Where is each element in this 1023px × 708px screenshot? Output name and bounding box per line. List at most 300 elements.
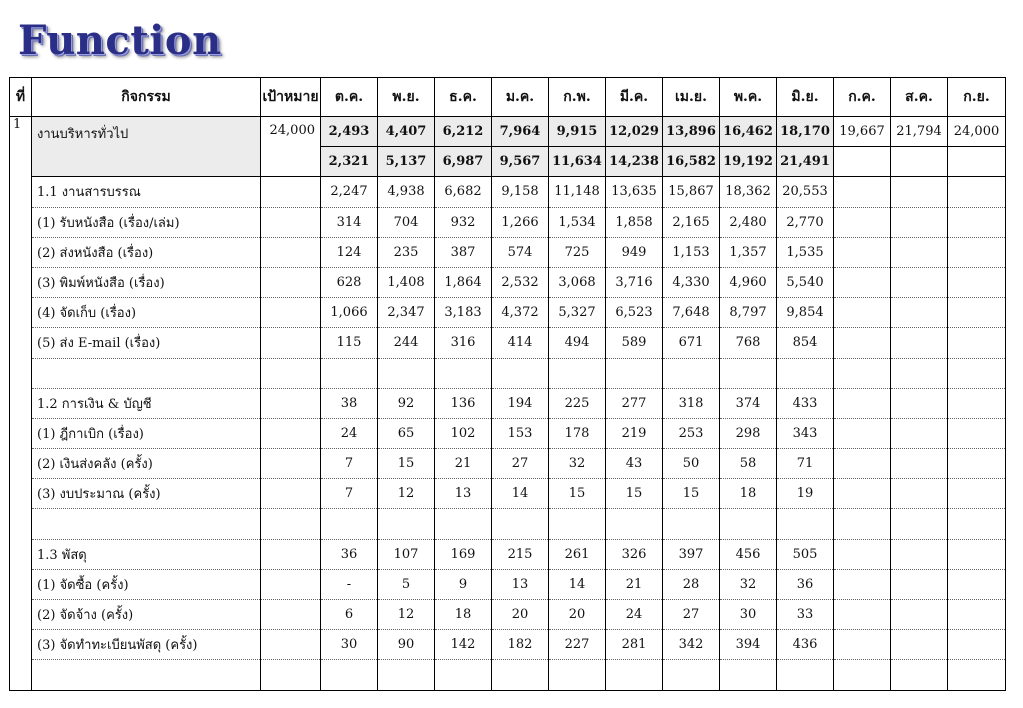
table-row xyxy=(10,630,1006,660)
value-cell: 6,523 xyxy=(606,298,663,328)
value-cell xyxy=(834,298,891,328)
value-cell: 397 xyxy=(663,539,720,569)
value-cell: 9,158 xyxy=(492,177,549,207)
main-target: 24,000 xyxy=(261,117,321,177)
value-cell xyxy=(720,358,777,388)
header-month: มิ.ย. xyxy=(777,78,834,117)
header-month: ก.พ. xyxy=(549,78,606,117)
value-cell: 326 xyxy=(606,539,663,569)
value-cell: 43 xyxy=(606,449,663,479)
value-cell: 436 xyxy=(777,630,834,660)
plan-cell: 12,029 xyxy=(606,117,663,147)
value-cell: 15,867 xyxy=(663,177,720,207)
value-cell: 414 xyxy=(492,328,549,358)
value-cell xyxy=(606,509,663,539)
table-row xyxy=(10,328,1006,358)
header-month: พ.ค. xyxy=(720,78,777,117)
target-cell xyxy=(261,449,321,479)
value-cell: 36 xyxy=(777,569,834,599)
value-cell xyxy=(492,358,549,388)
value-cell: 15 xyxy=(549,479,606,509)
value-cell: 314 xyxy=(321,207,378,237)
value-cell: 494 xyxy=(549,328,606,358)
value-cell xyxy=(435,660,492,690)
value-cell: 3,068 xyxy=(549,267,606,297)
value-cell: 18 xyxy=(435,600,492,630)
activity-label: (3) งบประมาณ (ครั้ง) xyxy=(32,479,261,509)
value-cell xyxy=(891,539,948,569)
target-cell xyxy=(261,207,321,237)
value-cell xyxy=(435,358,492,388)
activity-label xyxy=(32,660,261,690)
value-cell: 394 xyxy=(720,630,777,660)
value-cell: 28 xyxy=(663,569,720,599)
target-cell xyxy=(261,418,321,448)
value-cell xyxy=(777,358,834,388)
value-cell: - xyxy=(321,569,378,599)
value-cell xyxy=(834,418,891,448)
value-cell xyxy=(948,539,1006,569)
activity-label: (1) รับหนังสือ (เรื่อง/เล่ม) xyxy=(32,207,261,237)
activity-label: (2) จัดจ้าง (ครั้ง) xyxy=(32,600,261,630)
value-cell: 6 xyxy=(321,600,378,630)
value-cell: 13,635 xyxy=(606,177,663,207)
value-cell xyxy=(834,388,891,418)
value-cell: 90 xyxy=(378,630,435,660)
target-cell xyxy=(261,509,321,539)
value-cell: 1,153 xyxy=(663,237,720,267)
value-cell xyxy=(948,660,1006,690)
value-cell: 5,540 xyxy=(777,267,834,297)
table-row-plan xyxy=(10,117,1006,147)
activity-label: (1) ฎีกาเบิก (เรื่อง) xyxy=(32,418,261,448)
value-cell xyxy=(948,479,1006,509)
value-cell xyxy=(321,509,378,539)
value-cell: 5,327 xyxy=(549,298,606,328)
actual-cell: 11,634 xyxy=(549,147,606,177)
value-cell: 281 xyxy=(606,630,663,660)
value-cell xyxy=(891,660,948,690)
actual-cell: 2,321 xyxy=(321,147,378,177)
value-cell: 4,330 xyxy=(663,267,720,297)
value-cell xyxy=(549,660,606,690)
value-cell xyxy=(948,328,1006,358)
value-cell xyxy=(891,298,948,328)
value-cell xyxy=(948,177,1006,207)
actual-cell: 6,987 xyxy=(435,147,492,177)
value-cell: 2,532 xyxy=(492,267,549,297)
value-cell: 33 xyxy=(777,600,834,630)
value-cell: 854 xyxy=(777,328,834,358)
value-cell xyxy=(891,267,948,297)
header-activity: กิจกรรม xyxy=(32,78,261,117)
value-cell: 102 xyxy=(435,418,492,448)
value-cell: 1,357 xyxy=(720,237,777,267)
value-cell xyxy=(948,449,1006,479)
header-month: พ.ย. xyxy=(378,78,435,117)
value-cell: 244 xyxy=(378,328,435,358)
value-cell: 58 xyxy=(720,449,777,479)
value-cell: 4,372 xyxy=(492,298,549,328)
value-cell xyxy=(834,569,891,599)
value-cell: 227 xyxy=(549,630,606,660)
value-cell: 4,960 xyxy=(720,267,777,297)
value-cell: 253 xyxy=(663,418,720,448)
header-month: เม.ย. xyxy=(663,78,720,117)
target-cell xyxy=(261,388,321,418)
main-activity: งานบริหารทั่วไป xyxy=(32,117,261,177)
activity-label xyxy=(32,358,261,388)
value-cell: 1,534 xyxy=(549,207,606,237)
value-cell xyxy=(492,509,549,539)
value-cell: 8,797 xyxy=(720,298,777,328)
value-cell xyxy=(891,177,948,207)
value-cell: 194 xyxy=(492,388,549,418)
target-cell xyxy=(261,358,321,388)
value-cell: 225 xyxy=(549,388,606,418)
value-cell: 124 xyxy=(321,237,378,267)
value-cell: 20 xyxy=(492,600,549,630)
value-cell xyxy=(834,177,891,207)
value-cell: 2,480 xyxy=(720,207,777,237)
value-cell xyxy=(891,479,948,509)
value-cell: 374 xyxy=(720,388,777,418)
value-cell xyxy=(834,328,891,358)
value-cell: 14 xyxy=(549,569,606,599)
value-cell xyxy=(663,358,720,388)
activity-label: (3) พิมพ์หนังสือ (เรื่อง) xyxy=(32,267,261,297)
value-cell: 505 xyxy=(777,539,834,569)
value-cell: 277 xyxy=(606,388,663,418)
value-cell: 20,553 xyxy=(777,177,834,207)
value-cell: 3,183 xyxy=(435,298,492,328)
value-cell: 7 xyxy=(321,449,378,479)
target-cell xyxy=(261,328,321,358)
value-cell xyxy=(891,449,948,479)
activity-label: (1) จัดซื้อ (ครั้ง) xyxy=(32,569,261,599)
value-cell: 115 xyxy=(321,328,378,358)
value-cell: 32 xyxy=(549,449,606,479)
activity-label: 1.2 การเงิน & บัญชี xyxy=(32,388,261,418)
value-cell: 92 xyxy=(378,388,435,418)
value-cell: 387 xyxy=(435,237,492,267)
value-cell: 30 xyxy=(321,630,378,660)
value-cell xyxy=(948,237,1006,267)
value-cell: 2,165 xyxy=(663,207,720,237)
header-month: ต.ค. xyxy=(321,78,378,117)
value-cell: 24 xyxy=(321,418,378,448)
value-cell: 6,682 xyxy=(435,177,492,207)
value-cell: 9 xyxy=(435,569,492,599)
activity-label: (4) จัดเก็บ (เรื่อง) xyxy=(32,298,261,328)
value-cell xyxy=(948,630,1006,660)
value-cell: 456 xyxy=(720,539,777,569)
value-cell xyxy=(549,358,606,388)
target-cell xyxy=(261,479,321,509)
table-row xyxy=(10,358,1006,388)
value-cell: 932 xyxy=(435,207,492,237)
target-cell xyxy=(261,539,321,569)
value-cell xyxy=(891,388,948,418)
value-cell: 1,864 xyxy=(435,267,492,297)
value-cell: 949 xyxy=(606,237,663,267)
value-cell xyxy=(378,358,435,388)
value-cell xyxy=(891,328,948,358)
value-cell: 18,362 xyxy=(720,177,777,207)
table-row xyxy=(10,600,1006,630)
value-cell xyxy=(948,267,1006,297)
table-row xyxy=(10,449,1006,479)
plan-cell: 24,000 xyxy=(948,117,1006,147)
value-cell xyxy=(834,660,891,690)
table-row xyxy=(10,267,1006,297)
table-row xyxy=(10,539,1006,569)
value-cell xyxy=(606,660,663,690)
value-cell xyxy=(834,539,891,569)
value-cell: 574 xyxy=(492,237,549,267)
plan-cell: 6,212 xyxy=(435,117,492,147)
actual-cell: 16,582 xyxy=(663,147,720,177)
plan-cell: 2,493 xyxy=(321,117,378,147)
value-cell: 12 xyxy=(378,479,435,509)
value-cell xyxy=(891,509,948,539)
value-cell: 38 xyxy=(321,388,378,418)
row-index: 1 xyxy=(10,117,32,691)
value-cell xyxy=(378,660,435,690)
value-cell: 725 xyxy=(549,237,606,267)
value-cell: 7,648 xyxy=(663,298,720,328)
header-month: ม.ค. xyxy=(492,78,549,117)
header-target: เป้าหมาย xyxy=(261,78,321,117)
value-cell xyxy=(834,267,891,297)
value-cell xyxy=(777,660,834,690)
header-month: มี.ค. xyxy=(606,78,663,117)
value-cell: 27 xyxy=(492,449,549,479)
value-cell xyxy=(720,660,777,690)
actual-cell: 9,567 xyxy=(492,147,549,177)
value-cell xyxy=(891,569,948,599)
target-cell xyxy=(261,569,321,599)
header-month: ก.ย. xyxy=(948,78,1006,117)
plan-cell: 4,407 xyxy=(378,117,435,147)
value-cell xyxy=(492,660,549,690)
value-cell: 15 xyxy=(378,449,435,479)
value-cell: 15 xyxy=(606,479,663,509)
value-cell: 21 xyxy=(606,569,663,599)
value-cell: 2,247 xyxy=(321,177,378,207)
value-cell: 71 xyxy=(777,449,834,479)
table-row xyxy=(10,660,1006,690)
value-cell xyxy=(777,509,834,539)
value-cell: 1,066 xyxy=(321,298,378,328)
plan-cell: 9,915 xyxy=(549,117,606,147)
target-cell xyxy=(261,177,321,207)
table-row xyxy=(10,298,1006,328)
target-cell xyxy=(261,630,321,660)
table-row xyxy=(10,177,1006,207)
value-cell xyxy=(435,509,492,539)
value-cell: 9,854 xyxy=(777,298,834,328)
actual-cell: 14,238 xyxy=(606,147,663,177)
value-cell xyxy=(663,660,720,690)
value-cell: 1,858 xyxy=(606,207,663,237)
value-cell: 18 xyxy=(720,479,777,509)
table-header-row xyxy=(10,78,1006,117)
activity-label: (5) ส่ง E-mail (เรื่อง) xyxy=(32,328,261,358)
value-cell: 169 xyxy=(435,539,492,569)
value-cell xyxy=(891,600,948,630)
value-cell xyxy=(378,509,435,539)
actual-cell: 19,192 xyxy=(720,147,777,177)
value-cell xyxy=(606,358,663,388)
value-cell: 136 xyxy=(435,388,492,418)
table-row xyxy=(10,418,1006,448)
activity-label: (2) เงินส่งคลัง (ครั้ง) xyxy=(32,449,261,479)
value-cell: 589 xyxy=(606,328,663,358)
value-cell: 2,347 xyxy=(378,298,435,328)
value-cell xyxy=(948,509,1006,539)
value-cell: 178 xyxy=(549,418,606,448)
actual-cell xyxy=(834,147,891,177)
value-cell xyxy=(834,358,891,388)
actual-cell: 5,137 xyxy=(378,147,435,177)
value-cell xyxy=(891,630,948,660)
value-cell xyxy=(720,509,777,539)
value-cell xyxy=(948,207,1006,237)
value-cell: 107 xyxy=(378,539,435,569)
value-cell: 12 xyxy=(378,600,435,630)
table-row xyxy=(10,237,1006,267)
activity-label xyxy=(32,509,261,539)
header-month: ก.ค. xyxy=(834,78,891,117)
plan-cell: 18,170 xyxy=(777,117,834,147)
value-cell: 261 xyxy=(549,539,606,569)
value-cell: 153 xyxy=(492,418,549,448)
value-cell xyxy=(321,660,378,690)
value-cell: 4,938 xyxy=(378,177,435,207)
value-cell: 50 xyxy=(663,449,720,479)
value-cell xyxy=(321,358,378,388)
value-cell xyxy=(948,569,1006,599)
value-cell xyxy=(948,600,1006,630)
value-cell: 24 xyxy=(606,600,663,630)
value-cell: 13 xyxy=(435,479,492,509)
value-cell xyxy=(834,479,891,509)
value-cell xyxy=(891,237,948,267)
activity-label: 1.3 พัสดุ xyxy=(32,539,261,569)
value-cell: 219 xyxy=(606,418,663,448)
value-cell: 316 xyxy=(435,328,492,358)
value-cell: 20 xyxy=(549,600,606,630)
header-index: ที่ xyxy=(10,78,32,117)
table-row xyxy=(10,509,1006,539)
value-cell xyxy=(948,298,1006,328)
table-row xyxy=(10,569,1006,599)
value-cell xyxy=(834,509,891,539)
value-cell xyxy=(948,388,1006,418)
target-cell xyxy=(261,237,321,267)
value-cell: 5 xyxy=(378,569,435,599)
value-cell: 15 xyxy=(663,479,720,509)
value-cell xyxy=(834,237,891,267)
table-row xyxy=(10,207,1006,237)
value-cell: 318 xyxy=(663,388,720,418)
value-cell: 768 xyxy=(720,328,777,358)
value-cell: 1,408 xyxy=(378,267,435,297)
value-cell: 13 xyxy=(492,569,549,599)
value-cell: 704 xyxy=(378,207,435,237)
target-cell xyxy=(261,600,321,630)
value-cell: 671 xyxy=(663,328,720,358)
table-row xyxy=(10,388,1006,418)
value-cell: 14 xyxy=(492,479,549,509)
value-cell: 342 xyxy=(663,630,720,660)
activity-label: (2) ส่งหนังสือ (เรื่อง) xyxy=(32,237,261,267)
value-cell: 19 xyxy=(777,479,834,509)
header-month: ธ.ค. xyxy=(435,78,492,117)
value-cell: 343 xyxy=(777,418,834,448)
value-cell: 298 xyxy=(720,418,777,448)
plan-cell: 7,964 xyxy=(492,117,549,147)
plan-cell: 21,794 xyxy=(891,117,948,147)
value-cell xyxy=(891,358,948,388)
value-cell xyxy=(891,207,948,237)
table-row xyxy=(10,479,1006,509)
plan-cell: 16,462 xyxy=(720,117,777,147)
value-cell: 21 xyxy=(435,449,492,479)
value-cell: 30 xyxy=(720,600,777,630)
value-cell: 32 xyxy=(720,569,777,599)
function-table xyxy=(9,77,1006,691)
plan-cell: 19,667 xyxy=(834,117,891,147)
value-cell: 215 xyxy=(492,539,549,569)
value-cell: 65 xyxy=(378,418,435,448)
value-cell: 235 xyxy=(378,237,435,267)
value-cell xyxy=(549,509,606,539)
value-cell: 36 xyxy=(321,539,378,569)
actual-cell xyxy=(891,147,948,177)
value-cell xyxy=(834,600,891,630)
target-cell xyxy=(261,267,321,297)
value-cell: 1,266 xyxy=(492,207,549,237)
plan-cell: 13,896 xyxy=(663,117,720,147)
value-cell: 2,770 xyxy=(777,207,834,237)
page-title: Function xyxy=(18,17,222,64)
target-cell xyxy=(261,660,321,690)
actual-cell xyxy=(948,147,1006,177)
value-cell xyxy=(948,418,1006,448)
actual-cell: 21,491 xyxy=(777,147,834,177)
value-cell: 1,535 xyxy=(777,237,834,267)
value-cell xyxy=(663,509,720,539)
value-cell: 628 xyxy=(321,267,378,297)
target-cell xyxy=(261,298,321,328)
value-cell xyxy=(834,630,891,660)
value-cell: 142 xyxy=(435,630,492,660)
value-cell: 27 xyxy=(663,600,720,630)
activity-label: 1.1 งานสารบรรณ xyxy=(32,177,261,207)
value-cell: 182 xyxy=(492,630,549,660)
value-cell xyxy=(891,418,948,448)
value-cell: 7 xyxy=(321,479,378,509)
value-cell xyxy=(834,449,891,479)
value-cell xyxy=(834,207,891,237)
value-cell: 433 xyxy=(777,388,834,418)
value-cell: 11,148 xyxy=(549,177,606,207)
value-cell: 3,716 xyxy=(606,267,663,297)
value-cell xyxy=(948,358,1006,388)
activity-label: (3) จัดทำทะเบียนพัสดุ (ครั้ง) xyxy=(32,630,261,660)
